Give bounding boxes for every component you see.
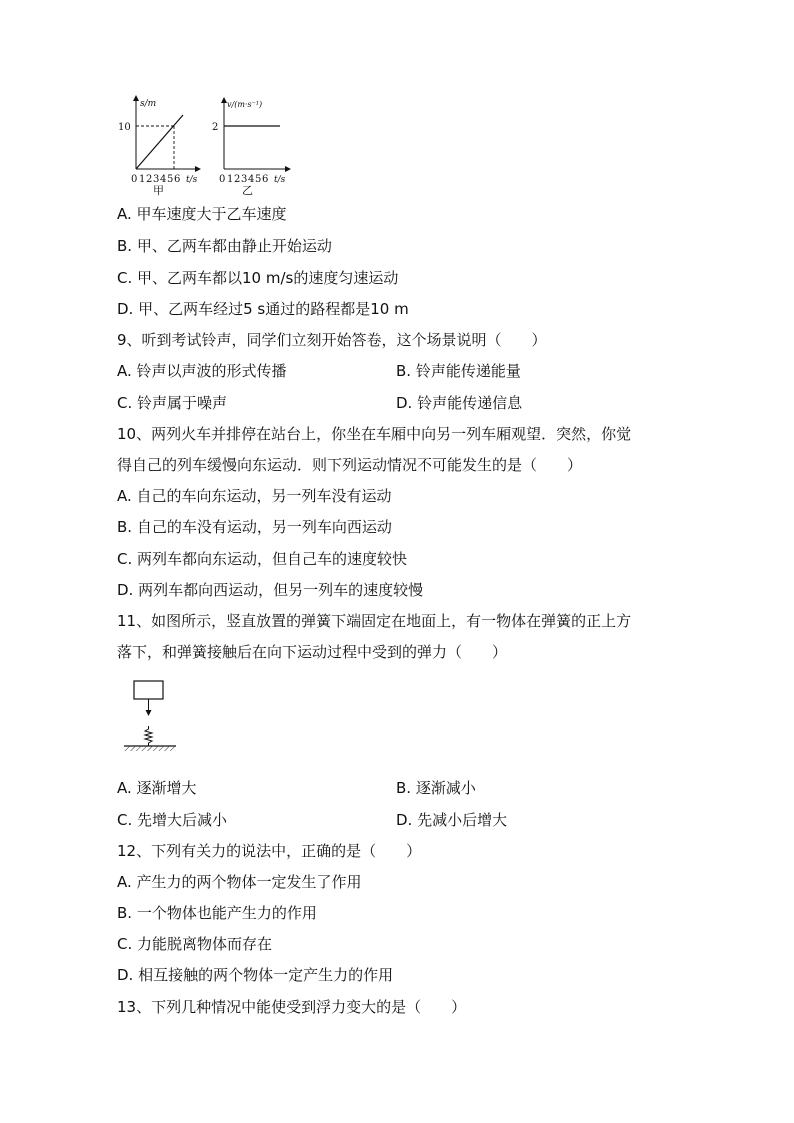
q8-option-d: D. 甲、乙两车经过5 s通过的路程都是10 m [117, 300, 409, 318]
q9-option-d: D. 铃声能传递信息 [396, 394, 523, 412]
y-tick-label: 10 [118, 122, 131, 133]
x-tick: 3 [241, 174, 248, 185]
q10-option-b: B. 自己的车没有运动，另一列车向西运动 [117, 518, 392, 536]
x-tick: 4 [248, 174, 255, 185]
x-tick: 5 [167, 174, 174, 185]
q11-option-b: B. 逐渐减小 [396, 779, 476, 797]
q11-stem-line1: 11、如图所示，竖直放置的弹簧下端固定在地面上，有一物体在弹簧的正上方 [117, 612, 632, 630]
x-tick: 4 [160, 174, 167, 185]
x-axis-label: t/s [274, 175, 286, 185]
s-t-line [136, 115, 183, 169]
q8-option-a: A. 甲车速度大于乙车速度 [117, 205, 287, 223]
x-tick: 0 [131, 174, 138, 185]
y-tick-label: 2 [212, 122, 219, 133]
x-tick: 3 [153, 174, 160, 185]
y-axis-label: s/m [140, 99, 157, 109]
q11-option-a: A. 逐渐增大 [117, 779, 197, 797]
q11-option-c: C. 先增大后减小 [117, 811, 228, 829]
ground-hatch [124, 746, 176, 751]
x-tick: 0 [219, 174, 226, 185]
y-axis-label: v/(m·s⁻¹) [227, 100, 263, 109]
spring-coil [145, 726, 152, 746]
x-tick: 2 [234, 174, 241, 185]
spring-figure [122, 680, 182, 760]
q12-option-d: D. 相互接触的两个物体一定产生力的作用 [117, 966, 394, 984]
q10-option-a: A. 自己的车向东运动，另一列车没有运动 [117, 487, 392, 505]
q9-stem: 9、听到考试铃声，同学们立刻开始答卷，这个场景说明（ ） [117, 331, 547, 349]
q9-option-b: B. 铃声能传递能量 [396, 362, 521, 380]
q10-stem-line2: 得自己的列车缓慢向东运动．则下列运动情况不可能发生的是（ ） [117, 456, 583, 474]
q8-option-c: C. 甲、乙两车都以10 m/s的速度匀速运动 [117, 269, 399, 287]
graph-jia [110, 96, 210, 196]
x-tick: 1 [139, 174, 146, 185]
q13-stem: 13、下列几种情况中能使受到浮力变大的是（ ） [117, 998, 467, 1016]
x-tick: 1 [227, 174, 234, 185]
x-tick: 6 [262, 174, 269, 185]
x-axis-label: t/s [186, 175, 198, 185]
falling-block [134, 681, 163, 699]
x-tick: 6 [174, 174, 181, 185]
q10-option-c: C. 两列车都向东运动，但自己车的速度较快 [117, 550, 408, 568]
graph-yi [202, 96, 302, 196]
graph-caption: 甲 [153, 184, 164, 197]
graph-caption: 乙 [242, 184, 253, 197]
q10-option-d: D. 两列车都向西运动，但另一列车的速度较慢 [117, 581, 424, 599]
q9-option-c: C. 铃声属于噪声 [117, 394, 228, 412]
x-tick: 2 [146, 174, 153, 185]
q12-option-a: A. 产生力的两个物体一定发生了作用 [117, 873, 362, 891]
q11-option-d: D. 先减小后增大 [396, 811, 508, 829]
q12-stem: 12、下列有关力的说法中，正确的是（ ） [117, 842, 422, 860]
q8-option-b: B. 甲、乙两车都由静止开始运动 [117, 237, 332, 255]
x-tick: 5 [255, 174, 262, 185]
q11-stem-line2: 落下，和弹簧接触后在向下运动过程中受到的弹力（ ） [117, 643, 508, 661]
q12-option-b: B. 一个物体也能产生力的作用 [117, 904, 317, 922]
q12-option-c: C. 力能脱离物体而存在 [117, 935, 273, 953]
q9-option-a: A. 铃声以声波的形式传播 [117, 362, 287, 380]
q10-stem-line1: 10、两列火车并排停在站台上，你坐在车厢中向另一列车厢观望．突然，你觉 [117, 425, 632, 443]
